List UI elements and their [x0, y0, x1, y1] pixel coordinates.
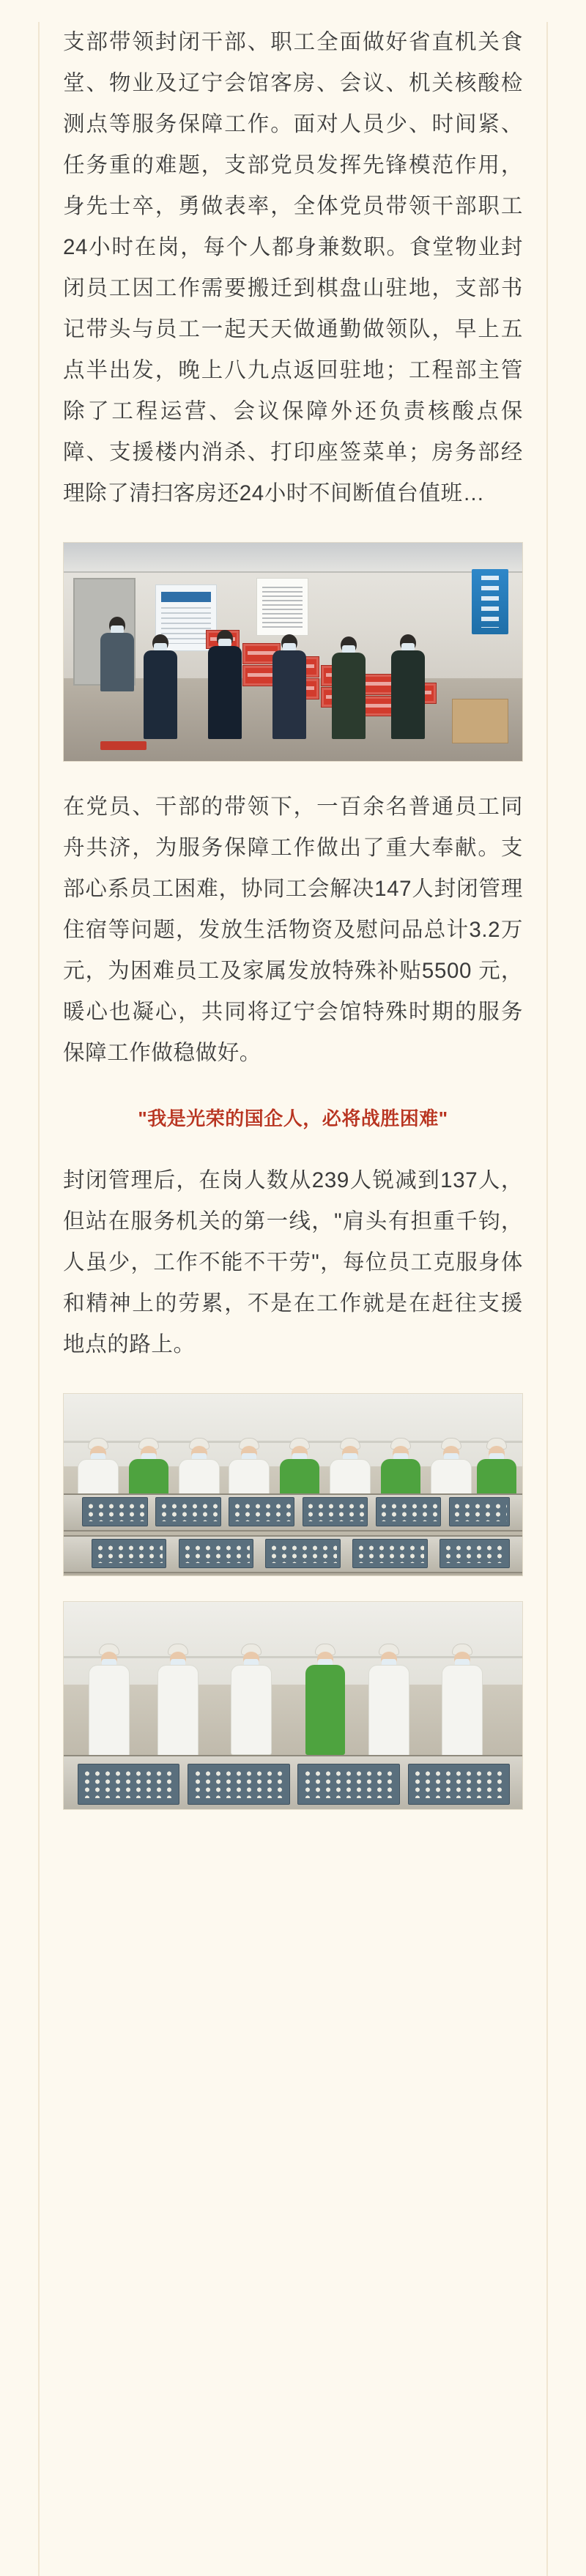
torso — [305, 1665, 345, 1756]
quote-heading: "我是光荣的国企人，必将战胜困难" — [138, 1107, 448, 1129]
worker — [303, 1644, 348, 1756]
left-rule — [38, 22, 40, 2576]
person-background — [100, 617, 134, 691]
dumpling-tray — [376, 1497, 442, 1526]
dumpling-tray — [188, 1764, 290, 1805]
torso — [391, 650, 425, 739]
dumpling-tray — [155, 1497, 221, 1526]
dumpling-tray — [303, 1497, 368, 1526]
person-left — [141, 634, 179, 739]
torso — [144, 650, 177, 739]
person-handover-right — [270, 634, 308, 739]
torso — [208, 646, 242, 739]
dumpling-tray — [408, 1764, 511, 1805]
article-content — [63, 22, 523, 1849]
person-center-right — [330, 636, 368, 739]
wall-notice — [256, 578, 308, 636]
torso — [231, 1665, 272, 1756]
torso — [368, 1665, 409, 1758]
dumpling-tray — [352, 1539, 427, 1567]
dumpling-tray — [78, 1764, 180, 1805]
torso — [157, 1665, 199, 1758]
article-page — [0, 22, 586, 2576]
cardboard-carton — [452, 699, 508, 744]
dumpling-tray — [92, 1539, 166, 1567]
dumpling-tray — [82, 1497, 148, 1526]
ceiling — [64, 543, 522, 573]
photo-scene — [64, 543, 522, 761]
paragraph-3: 封闭管理后，在岗人数从239人锐减到137人，但站在服务机关的第一线，"肩头有担重千钧，人虽少，工作不能不干劳"，每位员工克服身体和精神上的劳累，不是在工作就是在赶往支援地点的路上。 — [63, 1168, 523, 1356]
right-rule — [546, 22, 548, 2576]
dumpling-tray — [265, 1539, 340, 1567]
dumpling-tray — [297, 1764, 400, 1805]
bottom-spacer — [63, 1835, 523, 1849]
worker — [86, 1644, 132, 1759]
dumpling-tray — [440, 1539, 510, 1567]
paragraph-1: 支部带领封闭干部、职工全面做好省直机关食堂、物业及辽宁会馆客房、会议、机关核酸检测点等服务保障工作。面对人员少、时间紧、任务重的难题，支部党员发挥先锋模范作用，身先士卒，勇做表率，全体党员带领干部职工24小时在岗，每个人都身兼数职。食堂物业封闭员工因工作需要搬迁到棋盘山驻地，支部书记带头与员工一起天天做通勤做领队，早上五点半出发，晚上八九点返回驻地；工程部主管除了工程运营、会议保障外还负责核酸点保障、支援楼内消杀、打印座签菜单；房务部经理除了清扫客房还24小时不间断值台值班… — [63, 30, 523, 505]
torso — [332, 653, 366, 739]
worker — [155, 1644, 201, 1758]
dumpling-production-line-photo — [63, 1393, 523, 1576]
person-right — [389, 634, 427, 739]
blue-banner — [472, 569, 508, 634]
torso — [100, 633, 134, 691]
dumpling-tray — [449, 1497, 510, 1526]
person-handover-left — [206, 630, 244, 739]
worker — [229, 1644, 274, 1756]
floor-mat — [100, 741, 146, 750]
donation-ceremony-photo — [63, 542, 523, 762]
worker — [366, 1644, 412, 1758]
worker — [440, 1644, 485, 1759]
paragraph-2: 在党员、干部的带领下，一百余名普通员工同舟共济，为服务保障工作做出了重大奉献。支部心系员工困难，协同工会解决147人封闭管理住宿等问题，发放生活物资及慰问品总计3.2万元，为困难员工及家属发放特殊补贴5500 元，暖心也凝心，共同将辽宁会馆特殊时期的服务保障工作做稳做好。 — [63, 795, 523, 1065]
dumpling-inspection-photo — [63, 1601, 523, 1810]
torso — [442, 1665, 483, 1759]
dumpling-tray — [179, 1539, 253, 1567]
dumpling-tray — [229, 1497, 294, 1526]
photo-scene — [64, 1602, 522, 1809]
photo-scene — [64, 1394, 522, 1575]
torso — [89, 1665, 130, 1759]
torso — [272, 650, 306, 739]
